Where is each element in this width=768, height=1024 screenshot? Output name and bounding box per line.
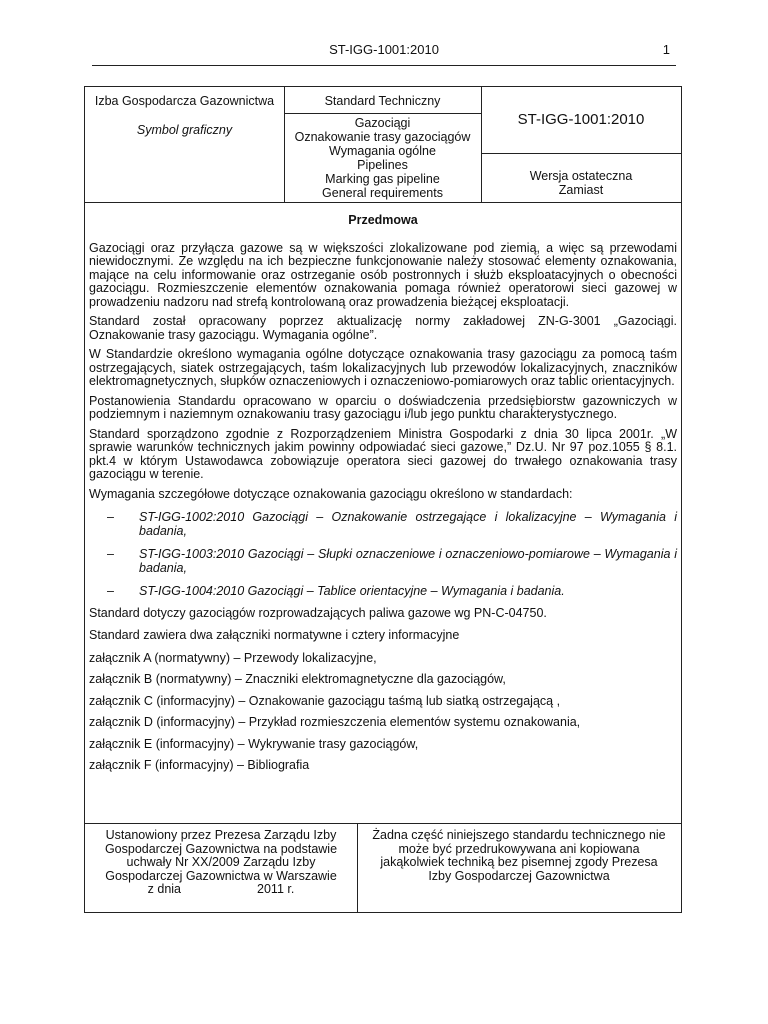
copyright-line: może być przedrukowywana ani kopiowana — [398, 841, 640, 856]
standard-frame — [84, 86, 682, 913]
title-en-line: Pipelines — [357, 158, 408, 172]
standard-list-item — [107, 548, 677, 575]
copyright-line: Żadna część niniejszego standardu technicznego nie — [372, 828, 666, 842]
foreword-paragraph: Postanowienia Standardu opracowano w oparciu o doświadczenia przedsiębiorstw gazowniczych w podziemnym i naziemnym oznakowaniu trasy gazociągu i/lub jego punktu charakterystycznego. — [89, 393, 677, 421]
annex-item: załącznik C (informacyjny) – Oznakowanie gazociągu taśmą lub siatką ostrzegającą , — [89, 693, 561, 708]
standard-list-item — [107, 511, 677, 538]
list-dash: – — [107, 584, 114, 598]
version-status: Wersja ostateczna — [529, 169, 633, 183]
annex-item: załącznik F (informacyjny) – Bibliografia — [89, 758, 310, 772]
approval-line: Gospodarczej Gazownictwa na podstawie — [104, 841, 338, 856]
standard-reference: ST-IGG-1003:2010 Gazociągi – Słupki oznaczeniowe i oznaczeniowo-pomiarowe – Wymagania i badania, — [139, 547, 677, 575]
annex-item: załącznik A (normatywny) – Przewody lokalizacyjne, — [89, 650, 377, 665]
symbol-label: Symbol graficzny — [136, 123, 233, 137]
scope-paragraph: Standard dotyczy gazociągów rozprowadzających paliwa gazowe wg PN-C-04750. — [89, 605, 547, 620]
foreword-paragraph: Wymagania szczegółowe dotyczące oznakowania gazociągu określono w standardach: — [89, 486, 573, 501]
foreword-paragraph: Standard sporządzono zgodnie z Rozporządzeniem Ministra Gospodarki z dnia 30 lipca 2001r. „W sprawie warunków technicznych jakim powinny odpowiadać sieci gazowe,” Dz.U. Nr 97 poz.1055 § 8.1. pkt.4 w którym Ustawodawca zobowiązuje operatora sieci gazowej do trwałego oznakowania trasy gazociągu w terenie. — [89, 426, 677, 481]
row-divider-header — [85, 202, 681, 203]
list-dash: – — [107, 547, 114, 561]
footer-approval — [85, 829, 357, 897]
approval-line: Ustanowiony przez Prezesa Zarządu Izby — [105, 828, 337, 842]
footer-divider — [85, 823, 681, 824]
foreword-paragraph: W Standardzie określono wymagania ogólne dotyczące oznakowania trasy gazociągu za pomocą taśm ostrzegających, siatek ostrzegających, taśm lokalizacyjnych lub przewodów lokalizacyjnych, znaczników elektromagnetycznych, słupków oznaczeniowych i oznaczeniowo-pomiarowych oraz tablic orientacyjnych. — [89, 347, 677, 388]
replaces-label: Zamiast — [558, 183, 604, 197]
annex-intro: Standard zawiera dwa załączniki normatywne i cztery informacyjne — [89, 628, 460, 642]
title-en-line: Marking gas pipeline — [325, 172, 440, 186]
date-suffix: 2011 r. — [257, 882, 295, 896]
annex-item: załącznik D (informacyjny) – Przykład rozmieszczenia elementów systemu oznakowania, — [89, 715, 581, 729]
list-dash: – — [107, 510, 114, 524]
copyright-line: Izby Gospodarczej Gazownictwa — [428, 868, 610, 883]
header-rule — [92, 65, 676, 66]
header-doc-code: ST-IGG-1001:2010 — [329, 42, 439, 57]
annex-item: załącznik B (normatywny) – Znaczniki elektromagnetyczne dla gazociągów, — [89, 672, 506, 686]
standard-reference: ST-IGG-1004:2010 Gazociągi – Tablice orientacyjne – Wymagania i badania. — [139, 584, 565, 598]
row-divider-small — [284, 113, 481, 114]
approval-date — [85, 883, 357, 897]
title-pl-line: Oznakowanie trasy gazociągów — [294, 130, 471, 144]
date-prefix: z dnia — [147, 882, 182, 896]
page-number: 1 — [662, 42, 670, 57]
row-divider-right — [481, 153, 681, 154]
approval-line: Gospodarczej Gazownictwa w Warszawie — [105, 868, 337, 883]
standard-list-item — [107, 585, 677, 599]
standard-type: Standard Techniczny — [324, 94, 441, 108]
approval-line: uchwały Nr XX/2009 Zarządu Izby — [126, 855, 316, 869]
title-en-line: General requirements — [322, 186, 443, 200]
standard-title-block — [284, 116, 481, 200]
foreword-paragraph: Gazociągi oraz przyłącza gazowe są w większości zlokalizowane pod ziemią, a więc są przewodami niewidocznymi. Ze względu na ich bezpieczne funkcjonowanie należy stosować elementy oznakowania, mające na celu informowanie oraz ostrzeganie osób postronnych i służb eksploatacyjnych o obecności gazociągu. Rozmieszczenie elementów oznakowania pomaga również operatorowi sieci gazowej w prowadzeniu nadzoru nad strefą kontrolowaną oraz prowadzenia bieżącej eksploatacji. — [89, 240, 677, 309]
foreword-section — [89, 214, 677, 781]
standard-code: ST-IGG-1001:2010 — [517, 111, 645, 128]
foreword-title: Przedmowa — [348, 213, 418, 227]
org-name: Izba Gospodarcza Gazownictwa — [94, 94, 275, 108]
foreword-paragraph: Standard został opracowany poprzez aktualizację normy zakładowej ZN-G-3001 „Gazociągi. Oznakowanie trasy gazociągu. Wymagania ogólne”. — [89, 314, 677, 342]
title-pl-line: Gazociągi — [354, 116, 411, 130]
annex-item: załącznik E (informacyjny) – Wykrywanie trasy gazociągów, — [89, 736, 419, 751]
footer-copyright — [357, 829, 681, 883]
copyright-line: jakąkolwiek techniką bez pisemnej zgody Prezesa — [380, 855, 658, 869]
title-pl-line: Wymagania ogólne — [329, 144, 436, 158]
standard-reference: ST-IGG-1002:2010 Gazociągi – Oznakowanie ostrzegające i lokalizacyjne – Wymagania i badania, — [139, 510, 677, 538]
